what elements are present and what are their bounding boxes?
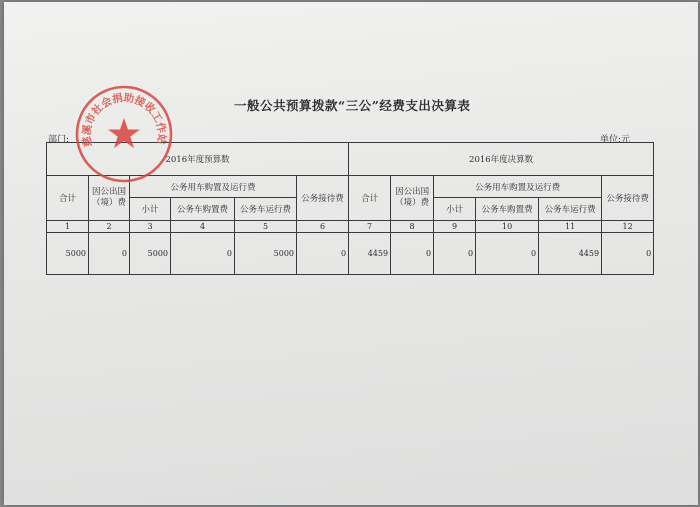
value-cell: 4459: [349, 233, 391, 275]
budget-vehicle-purchase-header: 公务车购置费: [171, 198, 235, 221]
final-reception-header: 公务接待费: [602, 176, 654, 221]
value-cell: 5000: [235, 233, 297, 275]
final-vehicle-group-header: 公务用车购置及运行费: [434, 176, 602, 198]
final-group-header: 2016年度决算数: [349, 143, 654, 176]
column-number: 8: [391, 221, 434, 233]
budget-group-header: 2016年度预算数: [47, 143, 349, 176]
column-number: 4: [171, 221, 235, 233]
value-cell: 0: [171, 233, 235, 275]
budget-vehicle-operation-header: 公务车运行费: [235, 198, 297, 221]
final-total-header: 合计: [349, 176, 391, 221]
column-number: 11: [539, 221, 602, 233]
value-cell: 5000: [130, 233, 171, 275]
budget-total-header: 合计: [47, 176, 89, 221]
unit-label: 单位:元: [600, 135, 631, 145]
final-vehicle-operation-header: 公务车运行费: [539, 198, 602, 221]
value-cell: 0: [434, 233, 476, 275]
value-cell: 4459: [539, 233, 602, 275]
value-cell: 0: [476, 233, 539, 275]
column-number: 12: [602, 221, 654, 233]
value-cell: 0: [297, 233, 349, 275]
final-abroad-header: 因公出国（境）费: [391, 176, 434, 221]
budget-vehicle-group-header: 公务用车购置及运行费: [130, 176, 297, 198]
value-cell: 0: [391, 233, 434, 275]
official-seal-stamp: [72, 82, 176, 186]
value-cell: 0: [602, 233, 654, 275]
column-number: 5: [235, 221, 297, 233]
budget-reception-header: 公务接待费: [297, 176, 349, 221]
column-number: 2: [89, 221, 130, 233]
table-row: [47, 233, 654, 275]
column-number: 9: [434, 221, 476, 233]
final-subtotal-header: 小计: [434, 198, 476, 221]
budget-abroad-header: 因公出国（境）费: [89, 176, 130, 221]
column-number: 7: [349, 221, 391, 233]
paper-sheet: [4, 2, 698, 505]
column-number-row: [47, 221, 654, 233]
column-number: 1: [47, 221, 89, 233]
column-number: 6: [297, 221, 349, 233]
column-number: 10: [476, 221, 539, 233]
column-number: 3: [130, 221, 171, 233]
value-cell: 0: [89, 233, 130, 275]
final-vehicle-purchase-header: 公务车购置费: [476, 198, 539, 221]
star-icon: [108, 118, 140, 148]
budget-subtotal-header: 小计: [130, 198, 171, 221]
document-title: 一般公共预算拨款“三公”经费支出决算表: [234, 98, 471, 113]
value-cell: 5000: [47, 233, 89, 275]
stamp-text: 慈溪市社会捐助接收工作站: [81, 92, 168, 148]
department-label: 部门:: [48, 135, 70, 145]
